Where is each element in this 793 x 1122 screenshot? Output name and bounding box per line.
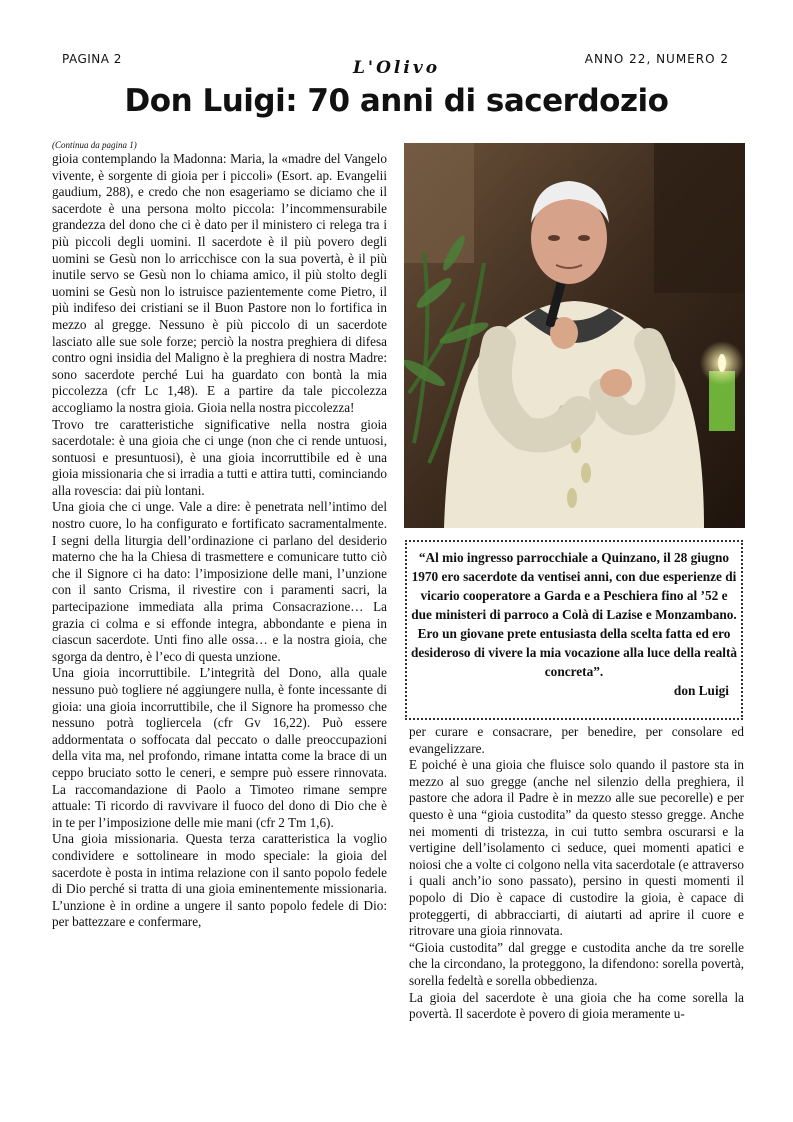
paragraph: Una gioia incorruttibile. L’integrità del Dono, alla quale nessuno può togliere né aggiungere nulla, è fonte incessante di gioia: una gioia incorruttibile, che il Signore ha promesso che nessuno potrà togliercela (cfr Gv 16,22). Può essere addormentata o soffocata dal peccato o dalle preoccupazioni della vita ma, nel profondo, rimane intatta come la brace di un ceppo bruciato sotto le ceneri, e sempre può essere rinnovata. La raccomandazione di Paolo a Timoteo rimane sempre attuale: Ti ricordo di ravvivare il fuoco del dono di Dio che è in te per l’imposizione delle mie mani (cfr 2 Tm 1,6). xyxy=(52,665,387,830)
article-title: Don Luigi: 70 anni di sacerdozio xyxy=(124,83,669,119)
priest-photo-illustration xyxy=(404,143,745,528)
paragraph: “Gioia custodita” dal gregge e custodita anche da tre sorelle che la circondano, la proteggono, la difendono: sorella povertà, sorella fedeltà e sorella obbedienza. xyxy=(409,939,744,988)
masthead: L'Olivo xyxy=(352,58,441,78)
priest-photo xyxy=(404,143,745,528)
paragraph: Una gioia che ci unge. Vale a dire: è penetrata nell’intimo del nostro cuore, lo ha configurato e fortificato sacramentalmente. I segni della liturgia dell’ordinazione ci parlano del desiderio materno che ha la Chiesa di trasmettere e comunicare tutto ciò che il Signore ci ha dato: l’imposizione delle mani, l’unzione con il santo Crisma, il rivestire con i paramenti sacri, la partecipazione immediata alla prima Consacrazione… La grazia ci colma e si effonde integra, abbondante e piena in ciascun sacerdote. Unti fino alle ossa… e la nostra gioia, che sgorga da dentro, è l’eco di questa unzione. xyxy=(52,499,387,664)
issue-info: ANNO 22, NUMERO 2 xyxy=(584,52,729,66)
quote-text: “Al mio ingresso parrocchiale a Quinzano, il 28 giugno 1970 ero sacerdote da ventisei anni, con due esperienze di vicario cooperatore a Garda e a Peschiera fino al ’52 e due ministeri di parroco a Colà di Lazise e Monzambano. Ero un giovane prete entusiasta della scelta fatta ed ero desideroso di vivere la mia vocazione alla luce della realtà concreta”. xyxy=(410,550,738,679)
quote-author: don Luigi xyxy=(673,683,729,698)
paragraph: gioia contemplando la Madonna: Maria, la «madre del Vangelo vivente, è sorgente di gioia per i piccoli» (Esort. ap. Evangelii gaudium, 288), e credo che non esageriamo se diciamo che il sacerdote è una persona molto piccola: l’incommensurabile grandezza del dono che ci è dato per il ministero ci relega tra i più piccoli degli uomini. Il sacerdote è il più povero degli uomini se Gesù non lo arricchisce con la sua povertà, è il più inutile servo se Gesù non lo chiama amico, il più stolto degli uomini se Gesù non lo istruisce pazientemente come Pietro, il più indifeso dei cristiani se il Buon Pastore non lo fortifica in mezzo al gregge. Nessuno è più piccolo di un sacerdote lasciato alle sue sole forze; perciò la nostra preghiera di difesa contro ogni insidia del Maligno è la preghiera di nostra Madre: sono sacerdote perché Lui ha guardato con bontà la mia piccolezza (cfr Lc 1,48). E a partire da tale piccolezza accogliamo la nostra gioia. Gioia nella nostra piccolezza! xyxy=(52,151,387,415)
paragraph: E poiché è una gioia che fluisce solo quando il pastore sta in mezzo al suo gregge (anche nel silenzio della preghiera, il pastore che adora il Padre è in mezzo alle sue pecorelle) e per questo è una “gioia custodita” da questo stesso gregge. Anche nei momenti di tristezza, in cui tutto sembra oscurarsi e la vertigine dell’isolamento ci seduce, quei momenti apatici e noiosi che a volte ci colgono nella vita sacerdotale (e attraverso i quali anch’io sono passato), persino in questi momenti il popolo di Dio è capace di custodire la gioia, è capace di proteggerti, di abbracciarti, di aiutarti ad aprire il cuore e ritrovare una gioia rinnovata. xyxy=(409,757,744,939)
page-number: PAGINA 2 xyxy=(62,52,122,66)
paragraph: Una gioia missionaria. Questa terza caratteristica la voglio condividere e sottolineare in modo speciale: la gioia del sacerdote è posta in intima relazione con il santo popolo fedele di Dio perché si tratta di una gioia eminentemente missionaria. L’unzione è in ordine a ungere il santo popolo fedele di Dio: per battezzare e confermare, xyxy=(52,831,387,930)
right-column xyxy=(409,724,744,1023)
pull-quote xyxy=(405,540,743,720)
paragraph: La gioia del sacerdote è una gioia che ha come sorella la povertà. Il sacerdote è povero di gioia meramente u- xyxy=(409,989,744,1022)
continued-note: (Continua da pagina 1) xyxy=(52,140,137,150)
paragraph: per curare e consacrare, per benedire, per consolare ed evangelizzare. xyxy=(409,724,744,756)
paragraph: Trovo tre caratteristiche significative nella nostra gioia sacerdotale: è una gioia che ci unge (non che ci rende untuosi, sontuosi e presuntuosi), è una gioia incorruttibile ed è una gioia missionaria che si irradia a tutti e attira tutti, cominciando alla rovescia: dai più lontani. xyxy=(52,416,387,498)
left-column xyxy=(52,151,387,931)
